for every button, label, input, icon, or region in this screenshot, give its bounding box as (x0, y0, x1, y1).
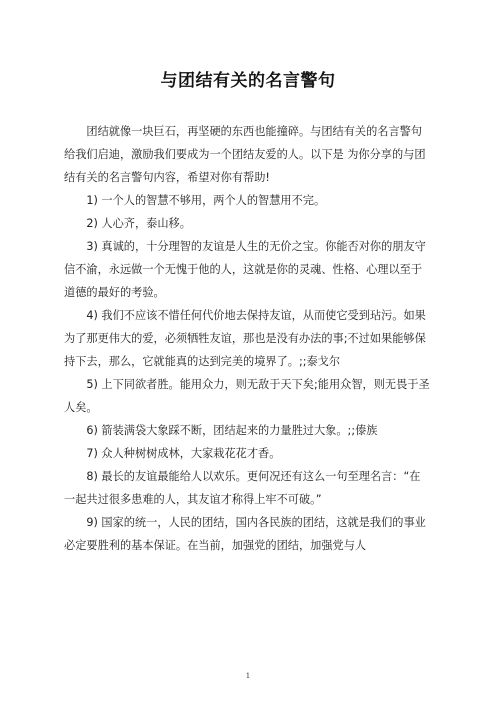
intro-paragraph: 团结就像一块巨石，再坚硬的东西也能撞碎。与团结有关的名言警句给我们启迪，激励我们要成为一个团结友爱的人。以下是 为你分享的与团结有关的名言警句内容，希望对你有帮助! (64, 125, 426, 184)
quote-item: 1) 一个人的智慧不够用，两个人的智慧用不完。 (86, 194, 326, 207)
document-body (64, 120, 430, 557)
quote-item: 6) 箭装满袋大象踩不断，团结起来的力量胜过大象。;;傣族 (86, 424, 378, 437)
quote-item: 8) 最长的友谊最能给人以欢乐。更何况还有这么一句至理名言：“在一起共过很多患难的人，其友谊才称得上牢不可破。” (64, 470, 421, 506)
quote-item: 2) 人心齐，泰山移。 (86, 217, 191, 230)
quote-item: 4) 我们不应该不惜任何代价地去保持友谊，从而使它受到玷污。如果为了那更伟大的爱，必须牺牲友谊，那也是没有办法的事;不过如果能够保持下去，那么，它就能真的达到完美的境界了。;;泰戈尔 (64, 309, 426, 368)
quote-item: 9) 国家的统一，人民的团结，国内各民族的团结，这就是我们的事业必定要胜利的基本保证。在当前，加强党的团结，加强党与人 (64, 516, 426, 552)
quote-item: 3) 真诚的，十分理智的友谊是人生的无价之宝。你能否对你的朋友守信不渝，永远做一个无愧于他的人，这就是你的灵魂、性格、心理以至于道德的最好的考验。 (64, 240, 426, 299)
document-title: 与团结有关的名言警句 (160, 71, 336, 91)
quote-item: 7) 众人种树树成林，大家栽花花才香。 (86, 447, 281, 460)
quote-item: 5) 上下同欲者胜。能用众力，则无敌于天下矣;能用众智，则无畏于圣人矣。 (64, 378, 430, 414)
page-number: 1 (245, 672, 251, 680)
